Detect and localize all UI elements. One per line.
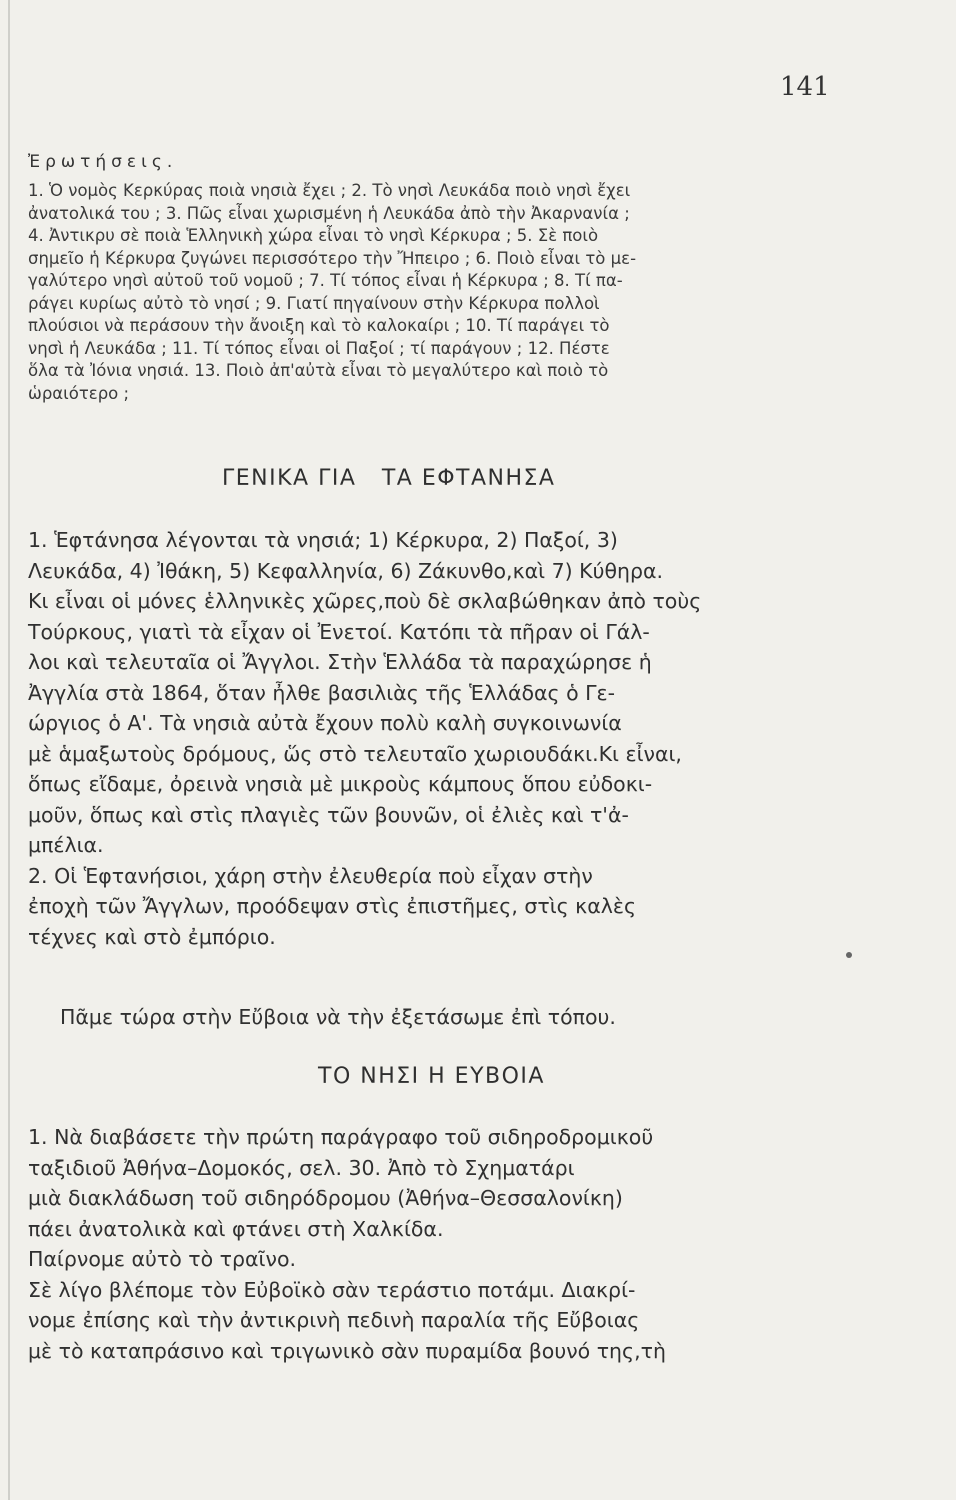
- body-line: 2. Οἱ Ἑφτανήσιοι, χάρη στὴν ἐλευθερία ποὺ εἶχαν στὴν: [28, 863, 593, 888]
- body-line: 1. Νὰ διαβάσετε τὴν πρώτη παράγραφο τοῦ σιδηροδρομικοῦ: [28, 1125, 654, 1149]
- body-line: λοι καὶ τελευταῖα οἱ Ἄγγλοι. Στὴν Ἑλλάδα τὰ παραχώρησε ἡ: [28, 650, 652, 674]
- body-line: μιὰ διακλάδωση τοῦ σιδηρόδρομου (Ἀθήνα–Θεσσαλονίκη): [28, 1186, 623, 1210]
- question-line: ὡραιότερο ;: [28, 383, 130, 403]
- section-title-evia: ΤΟ ΝΗΣΙ Η ΕΥΒΟΙΑ: [318, 1064, 545, 1089]
- question-line: ὅλα τὰ Ἰόνια νησιά. 13. Ποιὸ ἀπ'αὐτὰ εἶναι τὸ μεγαλύτερο καὶ ποιὸ τὸ: [28, 361, 609, 380]
- closing-line: Πᾶμε τώρα στὴν Εὔβοια νὰ τὴν ἐξετάσωμε ἐπὶ τόπου.: [60, 1005, 616, 1029]
- question-line: νησὶ ἡ Λευκάδα ; 11. Τί τόπος εἶναι οἱ Παξοί ; τί παράγουν ; 12. Πέστε: [28, 338, 610, 358]
- body-line: μπέλια.: [28, 833, 104, 857]
- question-line: 1. Ὁ νομὸς Κερκύρας ποιὰ νησιὰ ἔχει ; 2. Τὸ νησὶ Λευκάδα ποιὸ νησὶ ἔχει: [28, 181, 631, 200]
- body-line: Κι εἶναι οἱ μόνες ἑλληνικὲς χῶρες,ποὺ δὲ σκλαβώθηκαν ἀπὸ τοὺς: [28, 589, 702, 613]
- page-left-edge: [8, 0, 10, 1500]
- ink-dot: [846, 952, 852, 958]
- section-title-eftanisa: ΓΕΝΙΚΑ ΓΙΑ ΤΑ ΕΦΤΑΝΗΣΑ: [222, 466, 556, 491]
- page-number: 141: [780, 72, 830, 102]
- body-line: Παίρνομε αὐτὸ τὸ τραῖνο.: [28, 1247, 297, 1271]
- body-line: τέχνες καὶ στὸ ἐμπόριο.: [28, 924, 276, 949]
- questions-heading: Ἐρωτήσεις.: [28, 152, 178, 172]
- body-line: Ἀγγλία στὰ 1864, ὅταν ἦλθε βασιλιὰς τῆς Ἑλλάδας ὁ Γε-: [28, 680, 616, 705]
- question-line: πλούσιοι νὰ περάσουν τὴν ἄνοιξη καὶ τὸ καλοκαίρι ; 10. Τί παράγει τὸ: [28, 316, 610, 335]
- body-line: μὲ ἁμαξωτοὺς δρόμους, ὥς στὸ τελευταῖο χωριουδάκι.Κι εἶναι,: [28, 741, 682, 766]
- body-line: Λευκάδα, 4) Ἰθάκη, 5) Κεφαλληνία, 6) Ζάκυνθο,καὶ 7) Κύθηρα.: [28, 558, 664, 583]
- question-line: γαλύτερο νησὶ αὐτοῦ τοῦ νομοῦ ; 7. Τί τόπος εἶναι ἡ Κέρκυρα ; 8. Τί πα-: [28, 271, 623, 290]
- body-line: Σὲ λίγο βλέπομε τὸν Εὐβοϊκὸ σὰν τεράστιο ποτάμι. Διακρί-: [28, 1277, 636, 1302]
- section-evia-body: [28, 1122, 868, 1366]
- question-line: 4. Ἀντικρυ σὲ ποιὰ Ἑλληνικὴ χώρα εἶναι τὸ νησὶ Κέρκυρα ; 5. Σὲ ποιὸ: [28, 226, 599, 245]
- body-line: μοῦν, ὅπως καὶ στὶς πλαγιὲς τῶν βουνῶν, οἱ ἐλιὲς καὶ τ'ἀ-: [28, 802, 629, 827]
- body-line: ταξιδιοῦ Ἀθήνα–Δομοκός, σελ. 30. Ἀπὸ τὸ Σχηματάρι: [28, 1155, 575, 1180]
- question-line: ράγει κυρίως αὐτὸ τὸ νησί ; 9. Γιατί πηγαίνουν στὴν Κέρκυρα πολλοὶ: [28, 293, 600, 313]
- body-line: πάει ἀνατολικὰ καὶ φτάνει στὴ Χαλκίδα.: [28, 1216, 444, 1241]
- question-line: ἀνατολικά του ; 3. Πῶς εἶναι χωρισμένη ἡ Λευκάδα ἀπὸ τὴν Ἀκαρνανία ;: [28, 203, 630, 223]
- section-eftanisa-body: [28, 525, 868, 952]
- body-line: Τούρκους, γιατὶ τὰ εἶχαν οἱ Ἐνετοί. Κατόπι τὰ πῆραν οἱ Γάλ-: [28, 619, 650, 644]
- body-line: μὲ τὸ καταπράσινο καὶ τριγωνικὸ σὰν πυραμίδα βουνό της,τὴ: [28, 1338, 666, 1363]
- body-line: ἐποχὴ τῶν Ἄγγλων, προόδεψαν στὶς ἐπιστῆμες, στὶς καλὲς: [28, 894, 637, 918]
- question-line: σημεῖο ἡ Κέρκυρα ζυγώνει περισσότερο τὴν Ἤπειρο ; 6. Ποιὸ εἶναι τὸ με-: [28, 248, 637, 268]
- body-line: νομε ἐπίσης καὶ τὴν ἀντικρινὴ πεδινὴ παραλία τῆς Εὔβοιας: [28, 1308, 640, 1332]
- body-line: ώργιος ὁ Α'. Τὰ νησιὰ αὐτὰ ἔχουν πολὺ καλὴ συγκοινωνία: [28, 711, 622, 735]
- body-line: 1. Ἑφτάνησα λέγονται τὰ νησιά; 1) Κέρκυρα, 2) Παξοί, 3): [28, 528, 618, 552]
- questions-paragraph: [28, 180, 858, 405]
- section-eftanisa-closing-wrapper: [60, 1002, 860, 1033]
- body-line: ὅπως εἴδαμε, ὀρεινὰ νησιὰ μὲ μικροὺς κάμπους ὅπου εὐδοκι-: [28, 772, 653, 796]
